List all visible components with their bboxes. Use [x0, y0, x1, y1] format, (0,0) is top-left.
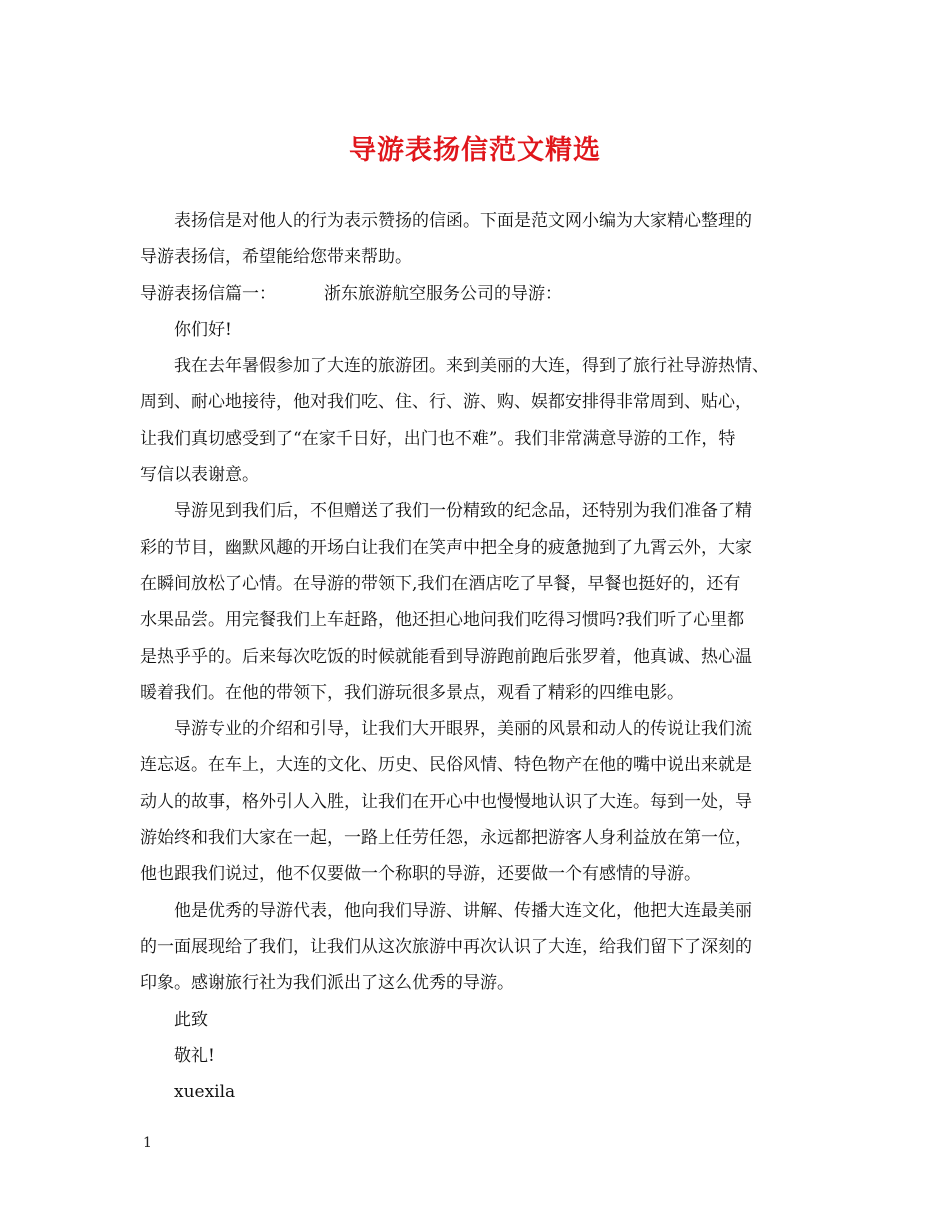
text-line: 是热乎乎的。后来每次吃饭的时候就能看到导游跑前跑后张罗着，他真诚、热心温: [140, 646, 752, 667]
text-line: 暖着我们。在他的带领下，我们游玩很多景点，观看了精彩的四维电影。: [140, 682, 684, 703]
document-title: 导游表扬信范文精选: [349, 135, 601, 166]
section-heading: 导游表扬信篇一：: [140, 283, 276, 304]
text-line: 他是优秀的导游代表，他向我们导游、讲解、传播大连文化，他把大连最美丽: [174, 900, 752, 921]
text-line: 敬礼!: [174, 1045, 215, 1066]
text-line: 印象。感谢旅行社为我们派出了这么优秀的导游。: [140, 973, 514, 994]
text-line: 游始终和我们大家在一起，一路上任劳任怨，永远都把游客人身利益放在第一位，: [140, 828, 752, 849]
text-line: 连忘返。在车上，大连的文化、历史、民俗风情、特色物产在他的嘴中说出来就是: [140, 755, 752, 776]
text-line: 动人的故事，格外引人入胜，让我们在开心中也慢慢地认识了大连。每到一处，导: [140, 791, 752, 812]
salutation-recipient: 浙东旅游航空服务公司的导游：: [324, 283, 562, 304]
text-line: 导游见到我们后，不但赠送了我们一份精致的纪念品，还特别为我们准备了精: [174, 501, 752, 522]
text-line: 你们好!: [174, 319, 232, 340]
text-line: 彩的节目，幽默风趣的开场白让我们在笑声中把全身的疲惫抛到了九霄云外，大家: [140, 537, 752, 558]
document-body: [140, 203, 820, 1110]
text-line: 我在去年暑假参加了大连的旅游团。来到美丽的大连，得到了旅行社导游热情、: [174, 356, 769, 377]
text-line: 导游专业的介绍和引导，让我们大开眼界，美丽的风景和动人的传说让我们流: [174, 719, 752, 740]
text-line: 此致: [174, 1009, 208, 1030]
text-line: 导游表扬信，希望能给您带来帮助。: [140, 247, 412, 268]
text-line: xuexila: [174, 1082, 236, 1103]
text-line: 让我们真切感受到了“在家千日好，出门也不难”。我们非常满意导游的工作，特: [140, 428, 736, 449]
text-line: 他也跟我们说过，他不仅要做一个称职的导游，还要做一个有感情的导游。: [140, 864, 701, 885]
text-line: 写信以表谢意。: [140, 465, 259, 486]
page-number: 1: [143, 1135, 152, 1151]
text-line: 周到、耐心地接待，他对我们吃、住、行、游、购、娱都安排得非常周到、贴心，: [140, 392, 752, 413]
text-line: 表扬信是对他人的行为表示赞扬的信函。下面是范文网小编为大家精心整理的: [174, 211, 752, 231]
text-line: [140, 276, 820, 312]
text-line: 在瞬间放松了心情。在导游的带领下,我们在酒店吃了早餐，早餐也挺好的，还有: [140, 573, 741, 594]
text-line: 水果品尝。用完餐我们上车赶路，他还担心地问我们吃得习惯吗?我们听了心里都: [140, 610, 745, 631]
text-line: 的一面展现给了我们，让我们从这次旅游中再次认识了大连，给我们留下了深刻的: [140, 936, 752, 957]
